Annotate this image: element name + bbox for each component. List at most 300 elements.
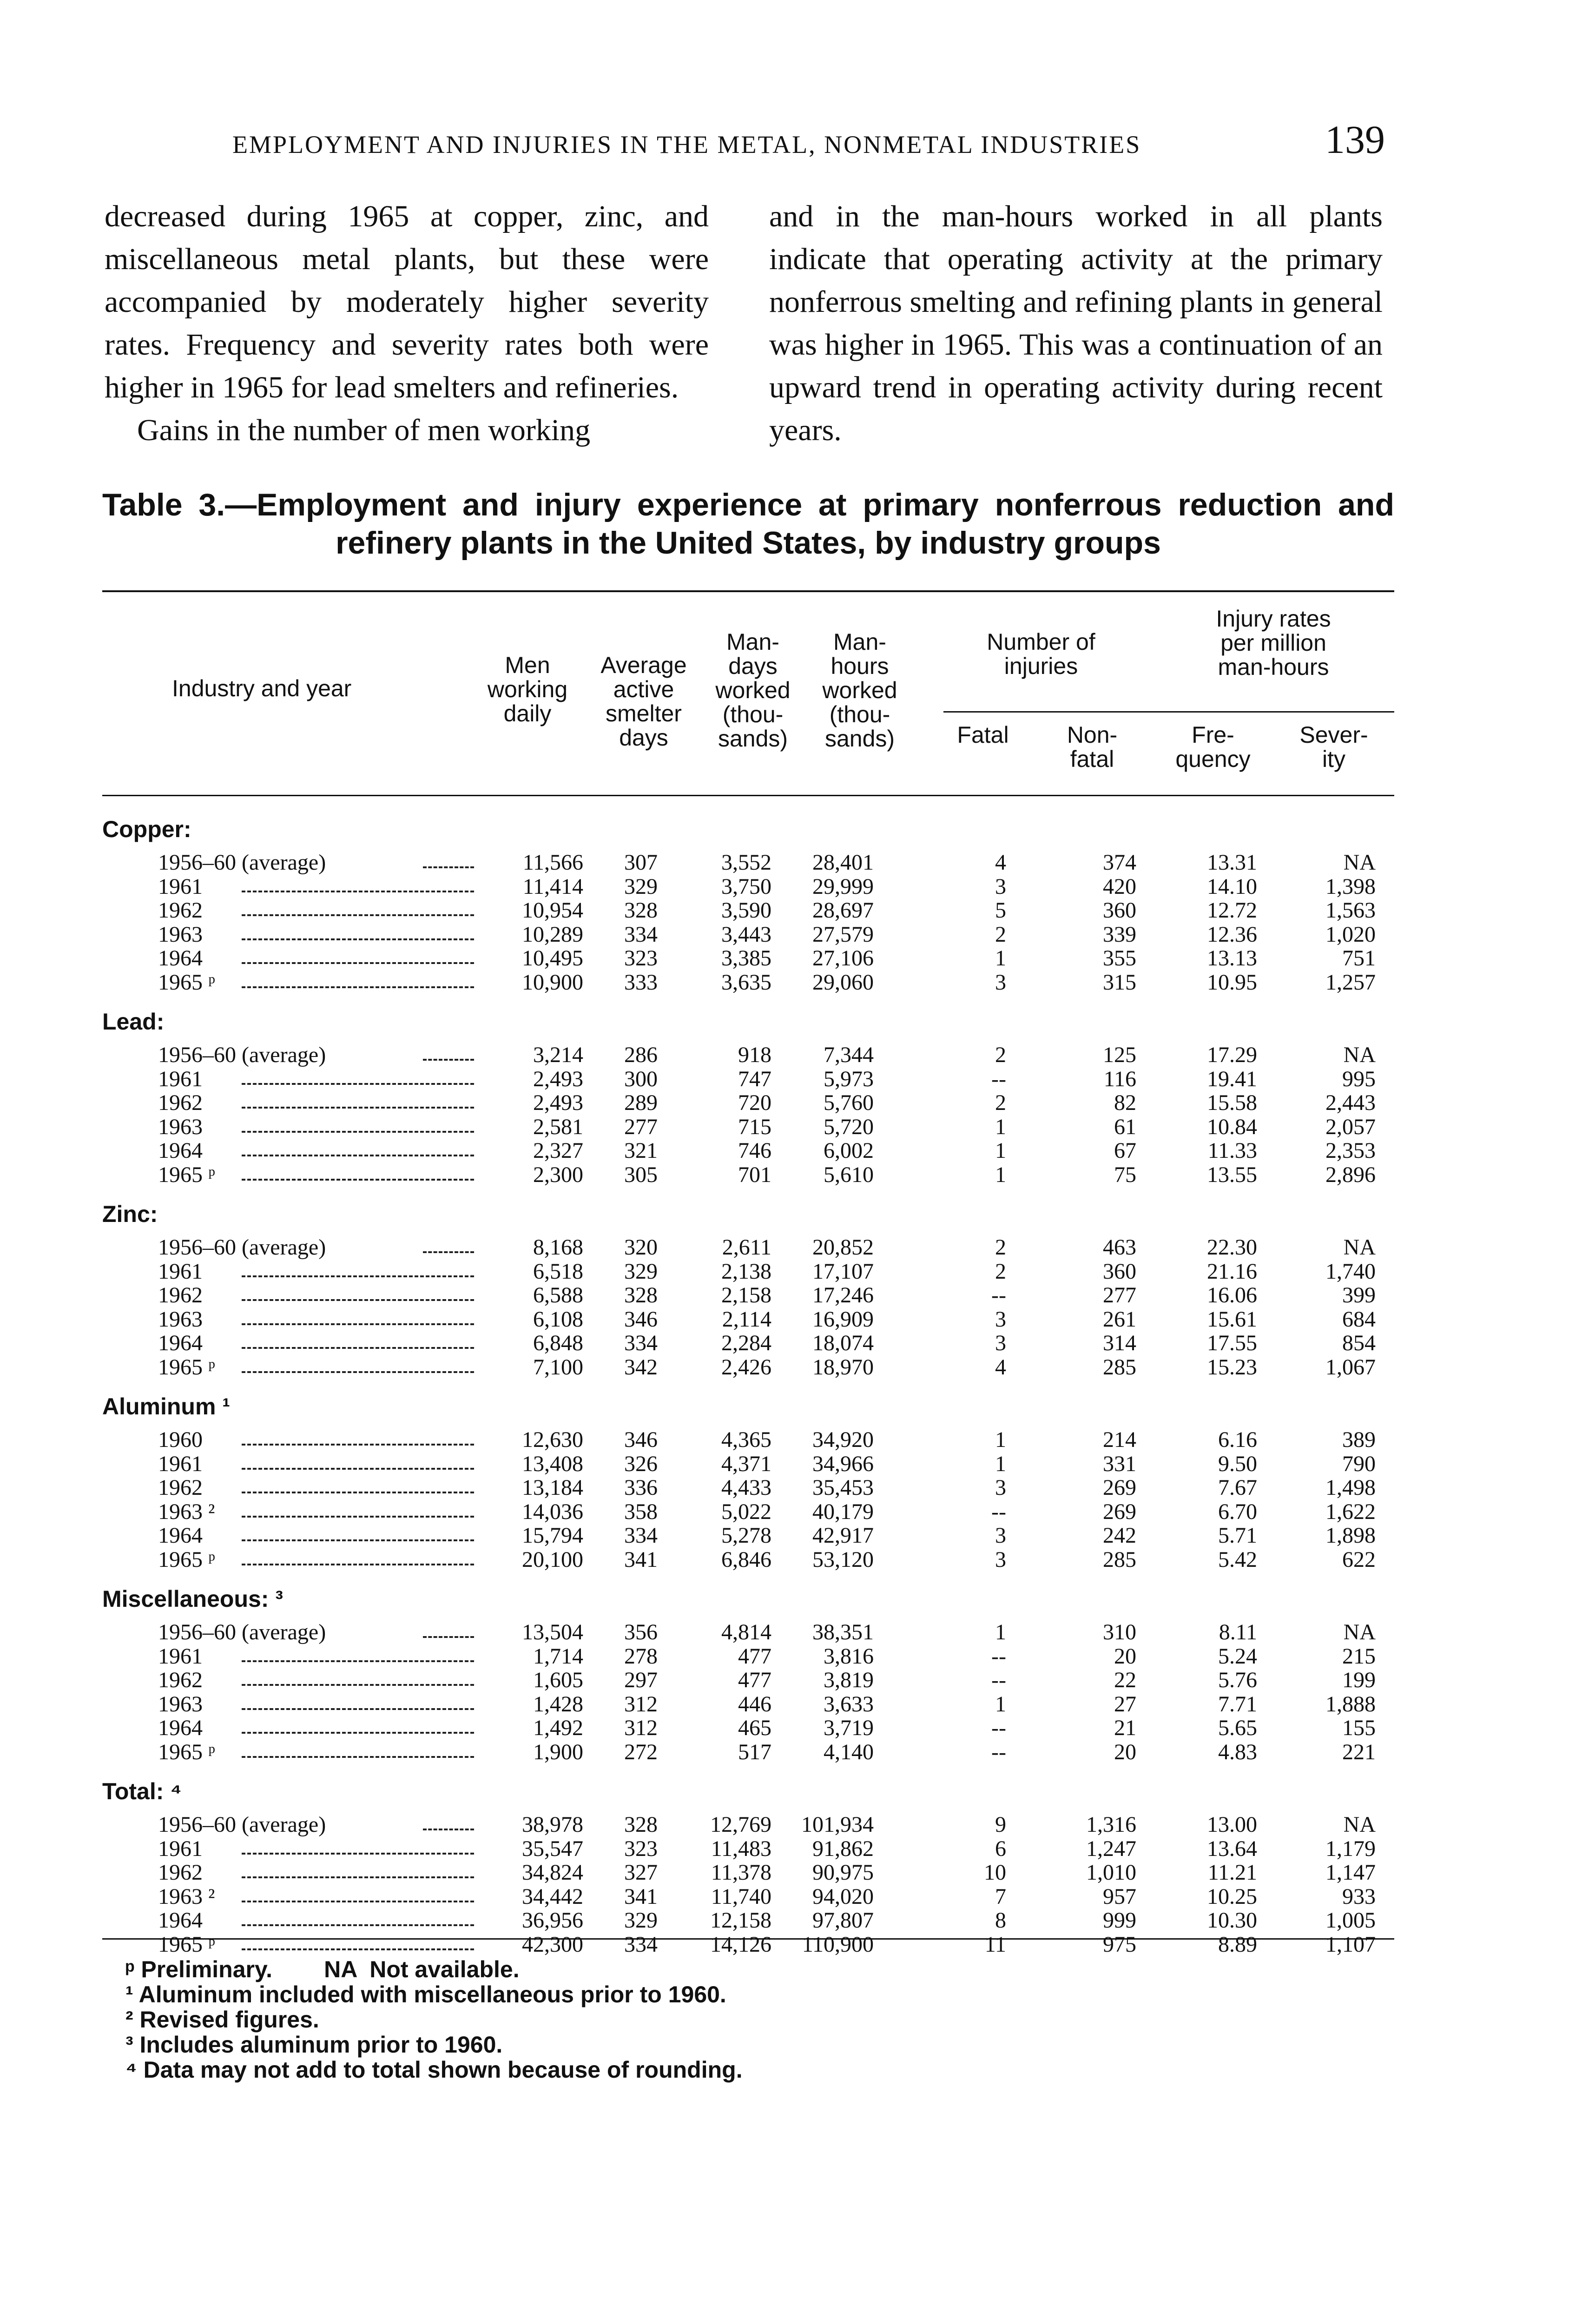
cell-avg: 342 — [624, 1354, 658, 1380]
group-label: Zinc: — [102, 1201, 158, 1227]
cell-nonfatal: 277 — [1103, 1283, 1136, 1307]
cell-manhours: 42,917 — [812, 1523, 874, 1548]
cell-fatal: 3 — [995, 1331, 1006, 1355]
row-year: 1961 — [158, 1836, 203, 1861]
dot-leader — [423, 844, 474, 868]
cell-manhours: 20,852 — [812, 1235, 874, 1260]
row-year: 1962 — [158, 1475, 203, 1500]
cell-fatal: -- — [991, 1066, 1006, 1091]
dot-leader — [242, 892, 474, 916]
cell-mandays: 4,433 — [721, 1475, 771, 1500]
footnote: ³ Includes aluminum prior to 1960. — [125, 2032, 503, 2058]
cell-avg: 358 — [624, 1499, 658, 1524]
cell-nonfatal: 20 — [1114, 1644, 1136, 1669]
paragraph: decreased during 1965 at copper, zinc, and miscellaneous metal plants, but these were accompanied by moderately higher severity rates. Frequency and severity rates both were higher in 1965 for lead smelters and refineries. — [105, 199, 709, 404]
cell-freq: 15.23 — [1207, 1354, 1257, 1380]
cell-manhours: 3,719 — [824, 1716, 874, 1740]
row-year: 1962 — [158, 1283, 203, 1307]
dot-leader — [242, 1277, 474, 1301]
cell-freq: 21.16 — [1207, 1259, 1257, 1284]
row-year: 1956–60 (average) — [158, 850, 326, 875]
dot-leader — [242, 1084, 474, 1109]
cell-avg: 278 — [624, 1644, 658, 1669]
row-year: 1961 — [158, 1259, 203, 1284]
table-row — [102, 1355, 1394, 1380]
cell-mandays: 14,126 — [710, 1932, 771, 1957]
cell-mandays: 11,483 — [711, 1836, 771, 1861]
cell-avg: 312 — [624, 1691, 658, 1717]
cell-nonfatal: 1,010 — [1086, 1860, 1136, 1885]
row-year: 1962 — [158, 1668, 203, 1692]
cell-fatal: -- — [991, 1716, 1006, 1740]
row-year: 1962 — [158, 898, 203, 923]
cell-nonfatal: 27 — [1114, 1691, 1136, 1717]
cell-men: 1,714 — [533, 1644, 583, 1669]
cell-men: 20,100 — [522, 1547, 583, 1572]
cell-men: 11,566 — [522, 850, 583, 875]
cell-sev: NA — [1343, 1620, 1376, 1644]
cell-mandays: 2,284 — [721, 1331, 771, 1355]
cell-manhours: 35,453 — [812, 1475, 874, 1500]
cell-men: 14,036 — [522, 1499, 583, 1524]
cell-avg: 312 — [624, 1716, 658, 1740]
cell-freq: 8.89 — [1218, 1932, 1257, 1957]
cell-avg: 341 — [624, 1884, 658, 1909]
cell-fatal: 3 — [995, 1307, 1006, 1332]
body-column-left — [105, 195, 709, 452]
cell-freq: 7.71 — [1218, 1691, 1257, 1717]
row-year: 1963 ² — [158, 1884, 215, 1909]
cell-manhours: 94,020 — [812, 1884, 874, 1909]
cell-men: 1,428 — [533, 1691, 583, 1717]
cell-avg: 286 — [624, 1043, 658, 1067]
cell-nonfatal: 285 — [1103, 1547, 1136, 1572]
cell-fatal: 4 — [995, 1354, 1006, 1380]
table-row — [102, 1548, 1394, 1572]
row-year: 1965 ᵖ — [158, 1932, 215, 1957]
row-year: 1965 ᵖ — [158, 1739, 215, 1764]
body-column-right — [769, 195, 1383, 452]
cell-nonfatal: 242 — [1103, 1523, 1136, 1548]
cell-sev: 2,896 — [1325, 1162, 1376, 1187]
cell-mandays: 2,114 — [722, 1307, 771, 1332]
cell-nonfatal: 1,316 — [1086, 1812, 1136, 1837]
dot-leader — [242, 1421, 474, 1446]
cell-manhours: 34,920 — [812, 1427, 874, 1452]
dot-leader — [242, 916, 474, 940]
cell-manhours: 40,179 — [812, 1499, 874, 1524]
cell-men: 10,495 — [522, 946, 583, 971]
paragraph: Gains in the number of men working — [137, 413, 591, 447]
cell-freq: 5.42 — [1218, 1547, 1257, 1572]
row-year: 1961 — [158, 1066, 203, 1091]
dot-leader — [242, 868, 474, 892]
cell-sev: 1,257 — [1325, 970, 1376, 995]
cell-sev: 1,498 — [1325, 1475, 1376, 1500]
dot-leader — [242, 1878, 474, 1902]
cell-sev: 684 — [1342, 1307, 1376, 1332]
footnote: ⁴ Data may not add to total shown because of rounding. — [125, 2057, 743, 2083]
cell-sev: 155 — [1342, 1716, 1376, 1740]
cell-nonfatal: 214 — [1103, 1427, 1136, 1452]
cell-manhours: 27,106 — [812, 946, 874, 971]
cell-fatal: 9 — [995, 1812, 1006, 1837]
dot-leader — [242, 1734, 474, 1758]
row-year: 1964 — [158, 1138, 203, 1163]
header-bottom-rule — [102, 795, 1394, 796]
cell-fatal: 5 — [995, 898, 1006, 923]
dot-leader — [242, 1349, 474, 1373]
cell-sev: 1,179 — [1325, 1836, 1376, 1861]
cell-sev: 2,353 — [1325, 1138, 1376, 1163]
dot-leader — [242, 1710, 474, 1734]
cell-nonfatal: 1,247 — [1086, 1836, 1136, 1861]
cell-manhours: 91,862 — [812, 1836, 874, 1861]
cell-mandays: 517 — [738, 1739, 771, 1764]
col-header-nonfatal: Non- fatal — [1067, 722, 1118, 772]
cell-manhours: 97,807 — [812, 1908, 874, 1933]
cell-manhours: 3,633 — [824, 1691, 874, 1717]
dot-leader — [242, 1446, 474, 1470]
cell-fatal: -- — [991, 1499, 1006, 1524]
cell-freq: 12.36 — [1207, 922, 1257, 947]
col-header-men: Men working daily — [487, 652, 568, 726]
cell-avg: 346 — [624, 1307, 658, 1332]
col-header-average-days: Average active smelter days — [600, 652, 687, 751]
cell-sev: 1,398 — [1325, 874, 1376, 899]
row-year: 1960 — [158, 1427, 203, 1452]
table-title — [102, 486, 1394, 562]
cell-fatal: 2 — [995, 1235, 1006, 1260]
col-header-industry: Industry and year — [172, 675, 352, 701]
cell-nonfatal: 420 — [1103, 874, 1136, 899]
row-year: 1962 — [158, 1090, 203, 1115]
cell-avg: 289 — [624, 1090, 658, 1115]
cell-nonfatal: 269 — [1103, 1475, 1136, 1500]
cell-fatal: 2 — [995, 1259, 1006, 1284]
cell-avg: 328 — [624, 1283, 658, 1307]
cell-freq: 19.41 — [1207, 1066, 1257, 1091]
cell-men: 6,848 — [533, 1331, 583, 1355]
table-row — [102, 971, 1394, 995]
cell-sev: 790 — [1342, 1451, 1376, 1476]
row-year: 1961 — [158, 874, 203, 899]
cell-mandays: 918 — [738, 1043, 771, 1067]
dot-leader — [242, 1830, 474, 1855]
cell-freq: 8.11 — [1219, 1620, 1257, 1644]
cell-men: 35,547 — [522, 1836, 583, 1861]
cell-fatal: 1 — [995, 1691, 1006, 1717]
group-label: Lead: — [102, 1009, 165, 1035]
cell-manhours: 29,999 — [812, 874, 874, 899]
cell-men: 10,954 — [522, 898, 583, 923]
cell-sev: 199 — [1342, 1668, 1376, 1692]
cell-fatal: 7 — [995, 1884, 1006, 1909]
dot-leader — [242, 1541, 474, 1565]
dot-leader — [242, 1638, 474, 1662]
cell-manhours: 3,819 — [824, 1668, 874, 1692]
cell-fatal: 2 — [995, 922, 1006, 947]
cell-avg: 297 — [624, 1668, 658, 1692]
page-header — [116, 116, 1385, 167]
row-year: 1956–60 (average) — [158, 1235, 326, 1260]
cell-freq: 6.70 — [1218, 1499, 1257, 1524]
cell-avg: 323 — [624, 1836, 658, 1861]
table-row — [102, 1933, 1394, 1957]
cell-fatal: 2 — [995, 1043, 1006, 1067]
cell-sev: 751 — [1342, 946, 1376, 971]
row-year: 1965 ᵖ — [158, 970, 215, 995]
cell-men: 7,100 — [533, 1354, 583, 1380]
cell-men: 10,900 — [522, 970, 583, 995]
cell-mandays: 3,590 — [721, 898, 771, 923]
cell-nonfatal: 20 — [1114, 1739, 1136, 1764]
dot-leader — [242, 1902, 474, 1926]
cell-manhours: 29,060 — [812, 970, 874, 995]
cell-fatal: -- — [991, 1739, 1006, 1764]
cell-mandays: 465 — [738, 1716, 771, 1740]
cell-manhours: 5,760 — [824, 1090, 874, 1115]
cell-freq: 11.21 — [1207, 1860, 1257, 1885]
col-header-man-hours: Man- hours worked (thou- sands) — [822, 629, 897, 752]
cell-mandays: 701 — [738, 1162, 771, 1187]
row-year: 1961 — [158, 1451, 203, 1476]
cell-avg: 336 — [624, 1475, 658, 1500]
cell-sev: NA — [1343, 1812, 1376, 1837]
row-year: 1963 — [158, 1307, 203, 1332]
cell-fatal: 3 — [995, 1523, 1006, 1548]
row-year: 1965 ᵖ — [158, 1162, 215, 1187]
cell-avg: 341 — [624, 1547, 658, 1572]
cell-avg: 320 — [624, 1235, 658, 1260]
cell-mandays: 3,552 — [721, 850, 771, 875]
cell-nonfatal: 374 — [1103, 850, 1136, 875]
cell-sev: NA — [1343, 1043, 1376, 1067]
cell-men: 42,300 — [522, 1932, 583, 1957]
cell-fatal: 3 — [995, 874, 1006, 899]
col-header-severity: Sever- ity — [1299, 722, 1368, 772]
cell-manhours: 3,816 — [824, 1644, 874, 1669]
cell-sev: 1,067 — [1325, 1354, 1376, 1380]
cell-freq: 5.24 — [1218, 1644, 1257, 1669]
cell-sev: NA — [1343, 1235, 1376, 1260]
col-header-frequency: Fre- quency — [1175, 722, 1251, 772]
cell-nonfatal: 360 — [1103, 1259, 1136, 1284]
cell-men: 34,824 — [522, 1860, 583, 1885]
cell-sev: 1,622 — [1325, 1499, 1376, 1524]
row-year: 1964 — [158, 1908, 203, 1933]
cell-mandays: 746 — [738, 1138, 771, 1163]
row-year: 1964 — [158, 946, 203, 971]
cell-freq: 14.10 — [1207, 874, 1257, 899]
cell-freq: 13.64 — [1207, 1836, 1257, 1861]
cell-freq: 5.76 — [1218, 1668, 1257, 1692]
dot-leader — [242, 1686, 474, 1710]
cell-freq: 7.67 — [1218, 1475, 1257, 1500]
cell-manhours: 16,909 — [812, 1307, 874, 1332]
row-year: 1964 — [158, 1523, 203, 1548]
cell-manhours: 28,697 — [812, 898, 874, 923]
cell-manhours: 17,246 — [812, 1283, 874, 1307]
cell-men: 3,214 — [533, 1043, 583, 1067]
cell-fatal: 11 — [984, 1932, 1006, 1957]
cell-freq: 22.30 — [1207, 1235, 1257, 1260]
cell-freq: 13.13 — [1207, 946, 1257, 971]
cell-nonfatal: 339 — [1103, 922, 1136, 947]
cell-nonfatal: 61 — [1114, 1114, 1136, 1139]
cell-mandays: 446 — [738, 1691, 771, 1717]
cell-fatal: 1 — [995, 1138, 1006, 1163]
cell-fatal: 1 — [995, 946, 1006, 971]
cell-sev: 1,740 — [1325, 1259, 1376, 1284]
footnotes — [125, 1957, 743, 2082]
row-year: 1965 ᵖ — [158, 1547, 215, 1572]
cell-manhours: 18,074 — [812, 1331, 874, 1355]
cell-nonfatal: 269 — [1103, 1499, 1136, 1524]
cell-mandays: 5,022 — [721, 1499, 771, 1524]
cell-freq: 4.83 — [1218, 1739, 1257, 1764]
cell-manhours: 34,966 — [812, 1451, 874, 1476]
cell-mandays: 6,846 — [721, 1547, 771, 1572]
cell-mandays: 5,278 — [721, 1523, 771, 1548]
cell-avg: 307 — [624, 850, 658, 875]
cell-manhours: 110,900 — [802, 1932, 874, 1957]
cell-fatal: 10 — [984, 1860, 1006, 1885]
cell-nonfatal: 999 — [1103, 1908, 1136, 1933]
cell-freq: 11.33 — [1207, 1138, 1257, 1163]
cell-fatal: 2 — [995, 1090, 1006, 1115]
cell-men: 8,168 — [533, 1235, 583, 1260]
cell-freq: 6.16 — [1218, 1427, 1257, 1452]
dot-leader — [242, 1253, 474, 1277]
cell-nonfatal: 285 — [1103, 1354, 1136, 1380]
cell-freq: 9.50 — [1218, 1451, 1257, 1476]
group-label: Total: ⁴ — [102, 1778, 182, 1804]
row-year: 1964 — [158, 1331, 203, 1355]
row-year: 1962 — [158, 1860, 203, 1885]
group-label: Copper: — [102, 816, 191, 842]
cell-freq: 15.61 — [1207, 1307, 1257, 1332]
cell-manhours: 90,975 — [812, 1860, 874, 1885]
cell-avg: 329 — [624, 1259, 658, 1284]
cell-mandays: 3,635 — [721, 970, 771, 995]
cell-avg: 329 — [624, 1908, 658, 1933]
cell-freq: 5.65 — [1218, 1716, 1257, 1740]
cell-sev: 221 — [1342, 1739, 1376, 1764]
cell-mandays: 2,611 — [722, 1235, 771, 1260]
cell-sev: 1,563 — [1325, 898, 1376, 923]
cell-sev: 399 — [1342, 1283, 1376, 1307]
cell-men: 34,442 — [522, 1884, 583, 1909]
cell-sev: 933 — [1342, 1884, 1376, 1909]
cell-mandays: 11,740 — [711, 1884, 771, 1909]
group-label: Miscellaneous: ³ — [102, 1586, 283, 1612]
cell-freq: 15.58 — [1207, 1090, 1257, 1115]
cell-fatal: 1 — [995, 1162, 1006, 1187]
cell-fatal: 1 — [995, 1620, 1006, 1644]
cell-avg: 328 — [624, 898, 658, 923]
dot-leader — [242, 940, 474, 964]
cell-manhours: 53,120 — [812, 1547, 874, 1572]
cell-manhours: 101,934 — [801, 1812, 874, 1837]
cell-fatal: 3 — [995, 1475, 1006, 1500]
footnote: ¹ Aluminum included with miscellaneous prior to 1960. — [125, 1981, 726, 2007]
cell-avg: 305 — [624, 1162, 658, 1187]
cell-nonfatal: 957 — [1103, 1884, 1136, 1909]
col-header-man-days: Man- days worked (thou- sands) — [715, 629, 791, 752]
cell-avg: 272 — [624, 1739, 658, 1764]
cell-sev: 1,107 — [1325, 1932, 1376, 1957]
cell-avg: 346 — [624, 1427, 658, 1452]
cell-men: 13,504 — [522, 1620, 583, 1644]
cell-mandays: 3,443 — [721, 922, 771, 947]
cell-mandays: 2,138 — [721, 1259, 771, 1284]
cell-men: 15,794 — [522, 1523, 583, 1548]
cell-men: 13,408 — [522, 1451, 583, 1476]
cell-nonfatal: 261 — [1103, 1307, 1136, 1332]
cell-avg: 321 — [624, 1138, 658, 1163]
cell-sev: 995 — [1342, 1066, 1376, 1091]
cell-men: 11,414 — [522, 874, 583, 899]
table-top-rule — [102, 590, 1394, 592]
cell-mandays: 477 — [738, 1644, 771, 1669]
cell-men: 2,493 — [533, 1090, 583, 1115]
cell-manhours: 6,002 — [824, 1138, 874, 1163]
cell-sev: 215 — [1342, 1644, 1376, 1669]
col-header-number-of-injuries: Number of injuries — [987, 629, 1095, 679]
cell-fatal: 3 — [995, 1547, 1006, 1572]
cell-sev: 1,020 — [1325, 922, 1376, 947]
cell-men: 2,581 — [533, 1114, 583, 1139]
cell-fatal: 4 — [995, 850, 1006, 875]
cell-fatal: 3 — [995, 970, 1006, 995]
cell-nonfatal: 75 — [1114, 1162, 1136, 1187]
cell-sev: 2,443 — [1325, 1090, 1376, 1115]
cell-men: 2,327 — [533, 1138, 583, 1163]
cell-freq: 17.55 — [1207, 1331, 1257, 1355]
cell-manhours: 5,720 — [824, 1114, 874, 1139]
cell-manhours: 4,140 — [824, 1739, 874, 1764]
cell-nonfatal: 116 — [1103, 1066, 1136, 1091]
dot-leader — [242, 1061, 474, 1085]
row-year: 1956–60 (average) — [158, 1620, 326, 1644]
cell-mandays: 477 — [738, 1668, 771, 1692]
cell-mandays: 12,769 — [710, 1812, 771, 1837]
row-year: 1956–60 (average) — [158, 1043, 326, 1067]
row-year: 1956–60 (average) — [158, 1812, 326, 1837]
cell-avg: 323 — [624, 946, 658, 971]
cell-nonfatal: 314 — [1103, 1331, 1136, 1355]
cell-avg: 333 — [624, 970, 658, 995]
cell-freq: 13.31 — [1207, 850, 1257, 875]
cell-avg: 334 — [624, 1523, 658, 1548]
cell-avg: 334 — [624, 922, 658, 947]
table-row — [102, 1163, 1394, 1187]
col-header-fatal: Fatal — [957, 722, 1009, 748]
cell-avg: 329 — [624, 874, 658, 899]
dot-leader — [423, 1614, 474, 1638]
dot-leader — [423, 1229, 474, 1253]
cell-fatal: 1 — [995, 1114, 1006, 1139]
cell-avg: 300 — [624, 1066, 658, 1091]
dot-leader — [242, 964, 474, 988]
cell-sev: 389 — [1342, 1427, 1376, 1452]
cell-men: 36,956 — [522, 1908, 583, 1933]
cell-fatal: 1 — [995, 1451, 1006, 1476]
dot-leader — [242, 1132, 474, 1156]
cell-nonfatal: 125 — [1103, 1043, 1136, 1067]
cell-sev: 1,147 — [1325, 1860, 1376, 1885]
